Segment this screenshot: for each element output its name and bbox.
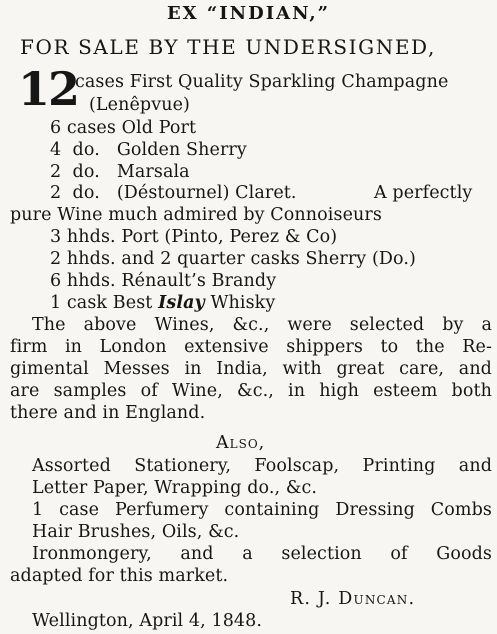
champagne-brand: (Lenêpvue) [89,95,190,115]
golden-sherry-line: 4 do. Golden Sherry [50,140,247,160]
dateline: Wellington, April 4, 1848. [32,611,263,631]
ad-subtitle: FOR SALE BY THE UNDERSIGNED, [20,35,436,59]
description-line: there and in England. [10,403,206,423]
claret-description: pure Wine much admired by Connoiseurs [10,205,382,225]
ad-title: EX “INDIAN,” [166,3,331,24]
port-hhds-line: 3 hhds. Port (Pinto, Perez & Co) [50,227,338,247]
also-line: Ironmongery, and a selection of Goods [32,544,492,564]
marsala-line: 2 do. Marsala [50,162,190,182]
description-line: The above Wines, &c., were selected by a [32,315,492,335]
description-line: gimental Messes in India, with great care, and [10,359,492,379]
sherry-hhds-line: 2 hhds. and 2 quarter casks Sherry (Do.) [50,249,416,269]
description-line: are samples of Wine, &c., in high esteem both [10,381,492,401]
also-heading: Also, [216,433,266,453]
whisky-pre: 1 cask Best [50,293,159,313]
brandy-line: 6 hhds. Rénault’s Brandy [50,271,277,291]
description-line: firm in London extensive shippers to the Re- [10,337,492,357]
claret-note: A perfectly [374,183,473,203]
whisky-post: Whisky [204,293,276,313]
also-line: 1 case Perfumery containing Dressing Combs [32,500,492,520]
also-line: Hair Brushes, Oils, &c. [32,522,240,542]
also-line: Letter Paper, Wrapping do., &c. [32,478,318,498]
also-line: adapted for this market. [10,566,229,586]
whisky-line [50,293,275,313]
champagne-quantity: 12 [18,62,79,116]
champagne-line: cases First Quality Sparkling Champagne [75,72,449,92]
claret-line: 2 do. (Déstournel) Claret. [50,183,297,203]
old-port-line: 6 cases Old Port [50,118,197,138]
whisky-brand: Islay [158,293,205,313]
also-line: Assorted Stationery, Foolscap, Printing and [32,456,492,476]
signature: R. J. Duncan. [290,589,416,609]
